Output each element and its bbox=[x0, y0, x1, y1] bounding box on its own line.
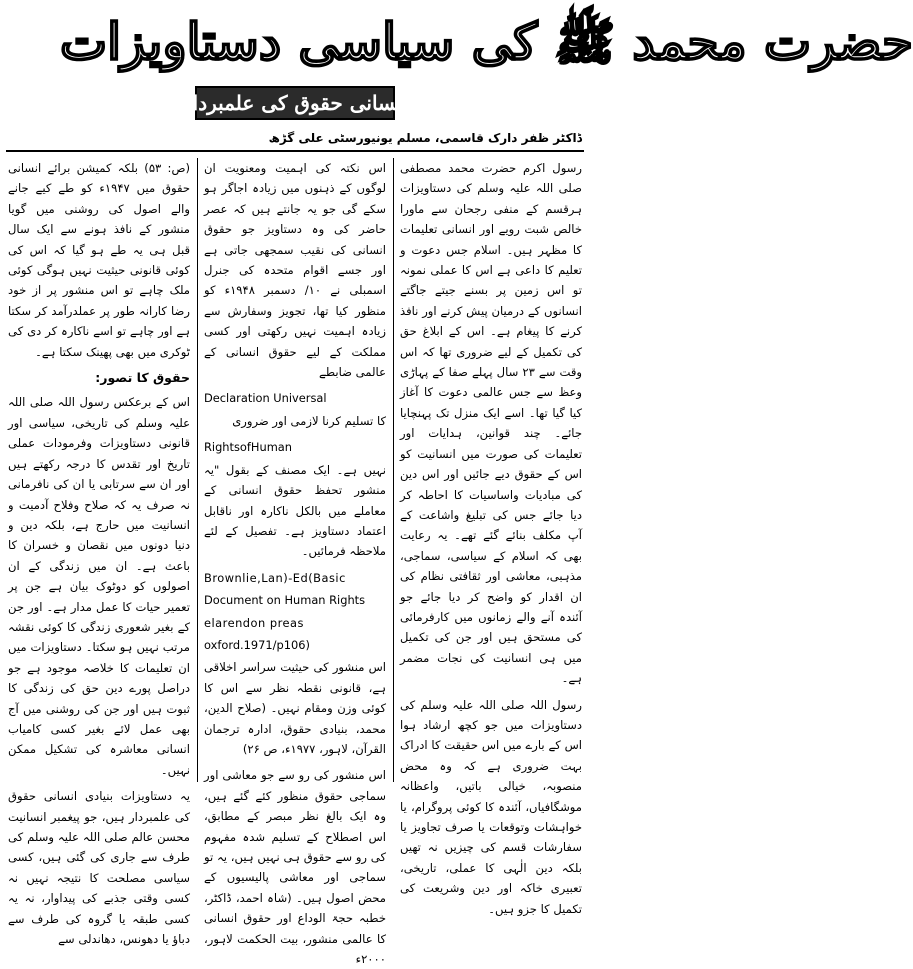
column-divider bbox=[393, 158, 394, 782]
column-2-paragraph-5: اس منشور کی رو سے جو معاشی اور سماجی حقوق منظور کئے گئے ہیں، وہ ایک بالغ نظر مبصر کے مطابق، اس اصطلاح کے تسلیم شدہ مفہوم کی رو سے حقوق ہی نہیں ہیں، یہ تو سماجی اور معاشی پالیسیوں کے محض اصول ہیں۔ (شاہ احمد، ڈاکٹر، خطبہ حجۃ الوداع اور حقوق انسانی کا عالمی منشور، بیت الحکمت لاہور، ۲۰۰۰ء bbox=[204, 768, 386, 967]
article-title: حضرت محمد ﷺ کی سیاسی دستاویزات bbox=[60, 12, 913, 71]
section-heading: حقوق کا تصور: bbox=[95, 370, 190, 386]
article-column-1 bbox=[400, 158, 583, 916]
column-3-paragraph-3: یہ دستاویزات بنیادی انسانی حقوق کی علمبردار ہیں، جو پیغمبر انسانیت محسن عالم صلی اللہ علیہ وسلم کی طرف سے جاری کی گئی ہیں، کسی سیاسی مصلحت کا نتیجہ نہیں نہ کسی وقتی جذبے کی پیداوار، نہ یہ کسی طبقہ یا گروہ کی طرف سے دباؤ یا دھونس، دھاندلی سے bbox=[8, 789, 190, 947]
author-byline: ڈاکٹر ظفر دارک قاسمی، مسلم یونیورسٹی علی گڑھ bbox=[268, 131, 582, 145]
column-3-paragraph-1: (ص: ۵۳) بلکہ کمیشن برائے انسانی حقوق میں ۱۹۴۷ء کو طے کیے جانے والے اصول کی روشنی میں گویا منشور کے نافذ ہونے سے ایک سال قبل ہی یہ طے ہو گیا کہ اس کی کوئی قانونی حیثیت نہیں ہوگی کوئی ملک چاہے تو اس منشور پر از خود رضا کارانہ طور پر عملدرآمد کر سکتا ہے اور چاہے تو اسے ناکارہ کر دی کی ٹوکری میں بھی پھینک سکتا ہے۔ bbox=[8, 161, 190, 359]
byline-divider bbox=[6, 150, 584, 152]
column-2-paragraph-1: اس نکتہ کی اہمیت ومعنویت ان لوگوں کے ذہنوں میں زیادہ اجاگر ہو سکے گی جو یہ جانتے ہیں کہ عصر حاضر کی وہ دستاویز جو حقوق انسانی کی نقیب سمجھی جاتی ہے اور جسے اقوام متحدہ کی جنرل اسمبلی نے ۱۰/ دسمبر ۱۹۴۸ء کو منظور کیا تھا، تجویز وسفارش سے زیادہ اہمیت نہیں رکھتی اور کسی مملکت کے لیے حقوق انسانی کے عالمی ضابطے bbox=[204, 161, 386, 380]
column-1-paragraph-2: رسول اللہ صلی اللہ علیہ وسلم کی دستاویزات میں جو کچھ ارشاد ہوا اس کے بارے میں اس حقیقت کا ادراک بہت ضروری ہے کہ وہ محض منصوبہ، خیالی باتیں، واعظانہ موشگافیاں، آئندہ کا کوئی پروگرام، یا خواہشات وتوقعات یا صرف تجاویز یا سفارشات قسم کی چیزیں نہ تھیں بلکہ دین الٰہی کا عملی، تاریخی، تعبیری خاکہ اور دین وشریعت کی تکمیل کا جزو ہیں۔ bbox=[400, 697, 582, 916]
column-2-paragraph-4: اس منشور کی حیثیت سراسر اخلاقی ہے، قانونی نقطہ نظر سے اس کا کوئی وزن ومقام نہیں۔ (صلاح الدین، محمد، بنیادی حقوق، ادارہ ترجمان القرآن، لاہور، ۱۹۷۷ء، ص ۲۶) bbox=[204, 660, 386, 756]
english-term-rights: RightsofHuman bbox=[204, 440, 292, 455]
citation-line-4: oxford.1971/p106) bbox=[204, 637, 310, 652]
column-2-paragraph-3: نہیں ہے۔ ایک مصنف کے بقول "یہ منشور تحفظ حقوق انسانی کے معاملے میں بالکل ناکارہ اور ناقابل اعتماد دستاویز ہے۔ تفصیل کے لئے ملاحظہ فرمائیں۔ bbox=[204, 462, 386, 559]
column-divider bbox=[197, 158, 198, 782]
subtitle-banner bbox=[183, 86, 408, 120]
citation-line-2: Document on Human Rights bbox=[204, 593, 366, 608]
column-3-paragraph-2: اس کے برعکس رسول اللہ صلی اللہ علیہ وسلم کی تاریخی، سیاسی اور قانونی دستاویزات وفرمودات عملی تاریخ اور تقدس کا درجہ رکھتے ہیں اور ان سے سرتابی یا ان کی نافرمانی نہ صرف یہ کہ صلاح وفلاح آدمیت و انسانیت میں حارج ہے، بلکہ دین و دنیا دونوں میں نقصان و خسران کا باعث ہے۔ ان میں زندگی کے ان اصولوں کو دوٹوک بیان ہے جن پر تعمیر حیات کا عمل مدار ہے۔ اور جن کے بغیر شعوری زندگی کا کوئی نقشہ مرتب نہیں ہو سکتا۔ دستاویزات میں ان تعلیمات کا خلاصہ موجود ہے جو دراصل پورے دین حق کی زندگی کا ثبوت ہیں اور جن کی روشنی میں آج بھی عمل لائے بغیر کسی کامیاب انسانی معاشرہ کی تشکیل ممکن نہیں۔ bbox=[8, 395, 190, 777]
english-term-declaration: Declaration Universal bbox=[204, 391, 327, 406]
column-2-paragraph-2: کا تسلیم کرنا لازمی اور ضروری bbox=[232, 413, 386, 428]
article-subtitle: انسانی حقوق کی علمبردار bbox=[183, 91, 408, 115]
article-column-3 bbox=[8, 158, 190, 947]
article-column-2 bbox=[204, 158, 386, 967]
column-1-paragraph-1: رسول اکرم حضرت محمد مصطفی صلی اللہ علیہ وسلم کی دستاویزات ہرقسم کے منفی رجحان سے ماورا خالص شبت رویے اور انسانی تعلیمات کا مظہر ہیں۔ اسلام جس دعوت و تعلیم کا داعی ہے اس کا عملی نمونہ تو اس زمین پر بسنے جیتے جاگتے انسانوں کے درمیان پیش کرنے اور نافذ کرنے کا پیغام ہے۔ اس کے ابلاغ حق کی تکمیل کے لیے ضروری تھا کہ اس وقت سے ۲۳ سال پہلے صفا کے پہاڑی وعظ سے جس عالمی دعوت کا آغاز کیا گیا تھا۔ اسے ایک منزل تک پہنچایا جائے۔ چند قوانین، ہدایات اور تعلیمات کی صورت میں انسانیت کو اس کے حقوق دیے جائیں اور اس دین کی مبادیات واساسیات کا احاطہ کر دیا جائے جس کی تبلیغ واشاعت کے آپ مکلف بنائے گئے تھے۔ یہ رعایت بھی کہ اسلام کے سیاسی، سماجی، مذہبی، معاشی اور ثقافتی نظام کی ان اقدار کو واضح کر دیا جائے جو آئندہ آنے والے زمانوں میں کارفرمائی کی مستحق ہیں اور جن کی تکمیل میں ہی انسانیت کی نجات مضمر ہے۔ bbox=[400, 161, 583, 686]
citation-line-3: elarendon preas bbox=[204, 615, 304, 630]
citation-line-1: Brownlie,Lan)-Ed(Basic bbox=[204, 570, 346, 585]
